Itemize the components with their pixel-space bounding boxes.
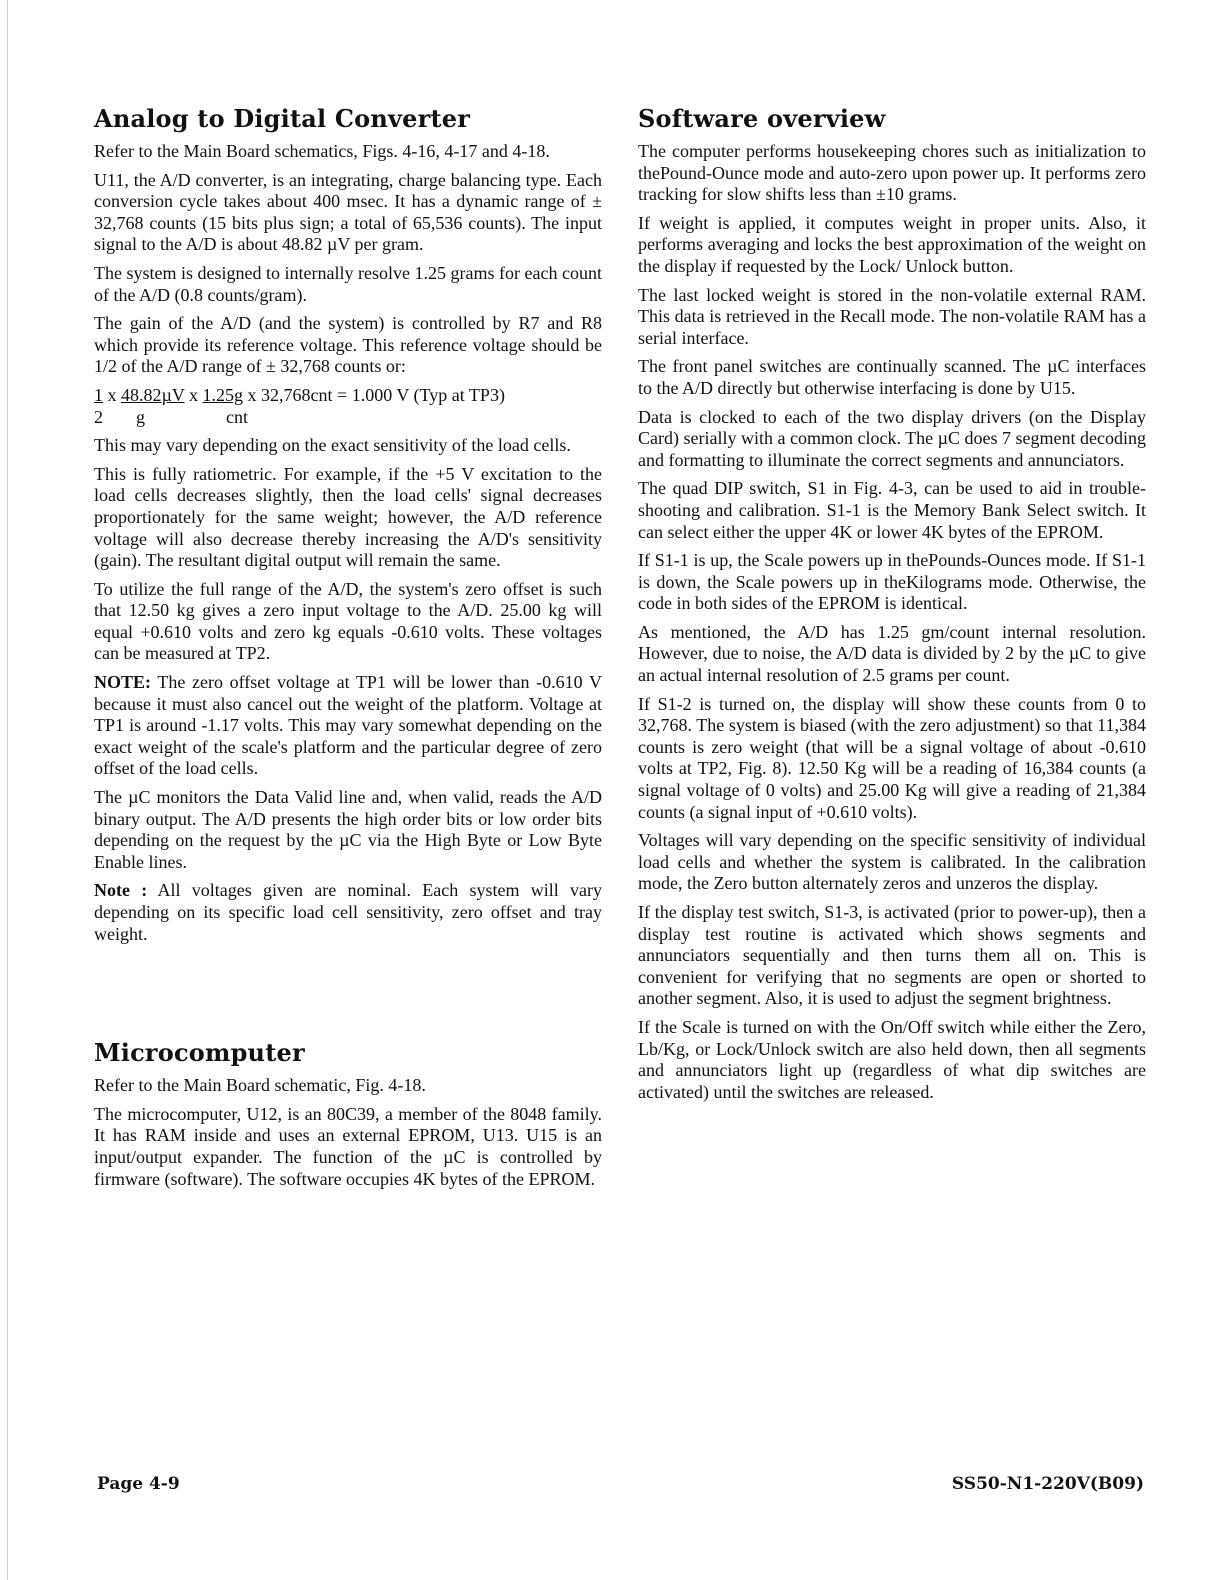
software-paragraph: If S1-1 is up, the Scale powers up in thePounds-Ounces mode. If S1-1 is down, the Scale powers up in theKilograms mode. Otherwise, the code in both sides of the EPROM is identical. [638,550,1146,614]
right-column [638,104,1146,1110]
formula-operator: x [184,384,203,405]
formula-term: 1 [94,384,103,405]
software-paragraph: The quad DIP switch, S1 in Fig. 4-3, can be used to aid in trouble-shooting and calibration. S1-1 is the Memory Bank Select switch. It can select either the upper 4K or lower 4K bytes of the EPROM. [638,478,1146,542]
software-paragraph: The last locked weight is stored in the non-volatile external RAM. This data is retrieved in the Recall mode. The non-volatile RAM has a serial interface. [638,284,1146,348]
software-paragraph: Voltages will vary depending on the specific sensitivity of individual load cells and whether the system is calibrated. In the calibration mode, the Zero button alternately zeros and unzeros the display. [638,830,1146,894]
adc-paragraph: Refer to the Main Board schematics, Figs. 4-16, 4-17 and 4-18. [94,141,550,161]
software-paragraph: If the Scale is turned on with the On/Off switch while either the Zero, Lb/Kg, or Lock/Unlock switch are also held down, then all segments and annunciators light up (regardless of what dip switches are activated) until the switches are released. [638,1016,1146,1102]
adc-paragraph: The µC monitors the Data Valid line and, when valid, reads the A/D binary output. The A/D presents the high order bits or low order bits depending on the request by the µC via the High Byte or Low Byte Enable lines. [94,787,602,872]
software-paragraph: If the display test switch, S1-3, is activated (prior to power-up), then a display test routine is activated which shows segments and annunciators sequentially and then turns them all on. This is convenient for verifying that no segments are open or shorted to another segment. Also, it is used to adjust the segment brightness. [638,902,1146,1009]
adc-note [94,880,602,945]
note-label: Note : [94,880,148,901]
formula-numerator-row [94,385,602,407]
formula-term: 48.82µV [121,384,185,405]
section-spacer [94,952,602,1038]
adc-note [94,672,602,780]
microcomputer-section [94,1038,602,1190]
adc-heading: Analog to Digital Converter [94,104,471,133]
adc-paragraph: This is fully ratiometric. For example, if the +5 V excitation to the load cells decreases slightly, then the load cells' signal decreases proportionately for the same weight; however, the A/D reference voltage will also decrease thereby increasing the A/D's sensitivity (gain). The resultant digital output will remain the same. [94,463,602,571]
formula-denominator-row [94,407,602,429]
adc-paragraph: The system is designed to internally resolve 1.25 grams for each count of the A/D (0.8 counts/gram). [94,262,602,305]
adc-paragraph: This may vary depending on the exact sensitivity of the load cells. [94,435,571,456]
software-overview-section [638,104,1146,1103]
note-label: NOTE: [94,672,152,693]
page-number: Page 4-9 [97,1474,180,1494]
formula-denominator: g [136,406,145,427]
microcomputer-paragraph: The microcomputer, U12, is an 80C39, a member of the 8048 family. It has RAM inside and uses an external EPROM, U13. U15 is an input/output expander. The function of the µC is controlled by firmware (software). The software occupies 4K bytes of the EPROM. [94,1103,602,1189]
adc-paragraph: The gain of the A/D (and the system) is controlled by R7 and R8 which provide its reference voltage. This reference voltage should be 1/2 of the A/D range of ± 32,768 counts or: [94,313,602,377]
reference-voltage-formula [94,385,602,428]
formula-operator: x [103,384,121,405]
document-id: SS50-N1-220V(B09) [951,1474,1144,1494]
adc-paragraph: To utilize the full range of the A/D, the system's zero offset is such that 12.50 kg gives a zero input voltage to the A/D. 25.00 kg will equal +0.610 volts and zero kg equals -0.610 volts. These voltages can be measured at TP2. [94,578,602,664]
note-text: All voltages given are nominal. Each system will vary depending on its specific load cell sensitivity, zero offset and tray weight. [94,880,602,944]
page-edge-line [7,0,8,1580]
software-overview-heading: Software overview [638,104,886,133]
microcomputer-paragraph: Refer to the Main Board schematic, Fig. 4-18. [94,1075,426,1096]
software-paragraph: As mentioned, the A/D has 1.25 gm/count internal resolution. However, due to noise, the A/D data is divided by 2 by the µC to give an actual internal resolution of 2.5 grams per count. [638,621,1146,686]
software-paragraph: If weight is applied, it computes weight in proper units. Also, it performs averaging and locks the best approximation of the weight on the display if requested by the Lock/ Unlock button. [638,212,1146,276]
left-column [94,104,602,1197]
formula-term: 1.25g [202,384,244,405]
adc-section [94,104,602,945]
software-paragraph: The computer performs housekeeping chores such as initialization to thePound-Ounce mode and auto-zero upon power up. It performs zero tracking for slow shifts less than ±10 grams. [638,141,1146,205]
software-paragraph: The front panel switches are continually scanned. The µC interfaces to the A/D directly but otherwise interfacing is done by U15. [638,356,1146,398]
formula-denominator: 2 [94,406,103,427]
software-paragraph: Data is clocked to each of the two display drivers (on the Display Card) serially with a common clock. The µC does 7 segment decoding and formatting to illuminate the correct segments and annunciators. [638,406,1146,470]
note-text: The zero offset voltage at TP1 will be lower than -0.610 V because it must also cancel out the weight of the platform. Voltage at TP1 is around -1.17 volts. This may vary somewhat depending on the exact weight of the scale's platform and the particular degree of zero offset of the load cells. [94,672,602,779]
software-paragraph: If S1-2 is turned on, the display will show these counts from 0 to 32,768. The system is biased (with the zero adjustment) so that 11,384 counts is zero weight (that will be a signal voltage of about -0.610 volts at TP2, Fig. 8). 12.50 Kg will be a reading of 16,384 counts (a signal voltage of 0 volts) and 25.00 Kg will give a reading of 21,384 counts (a signal input of +0.610 volts). [638,693,1146,822]
adc-paragraph: U11, the A/D converter, is an integrating, charge balancing type. Each conversion cycle takes about 400 msec. It has a dynamic range of ± 32,768 counts (15 bits plus sign; a total of 65,536 counts). The input signal to the A/D is about 48.82 µV per gram. [94,169,602,255]
microcomputer-heading: Microcomputer [94,1038,305,1068]
formula-result: x 32,768cnt = 1.000 V (Typ at TP3) [243,384,505,405]
formula-denominator: cnt [226,406,248,427]
